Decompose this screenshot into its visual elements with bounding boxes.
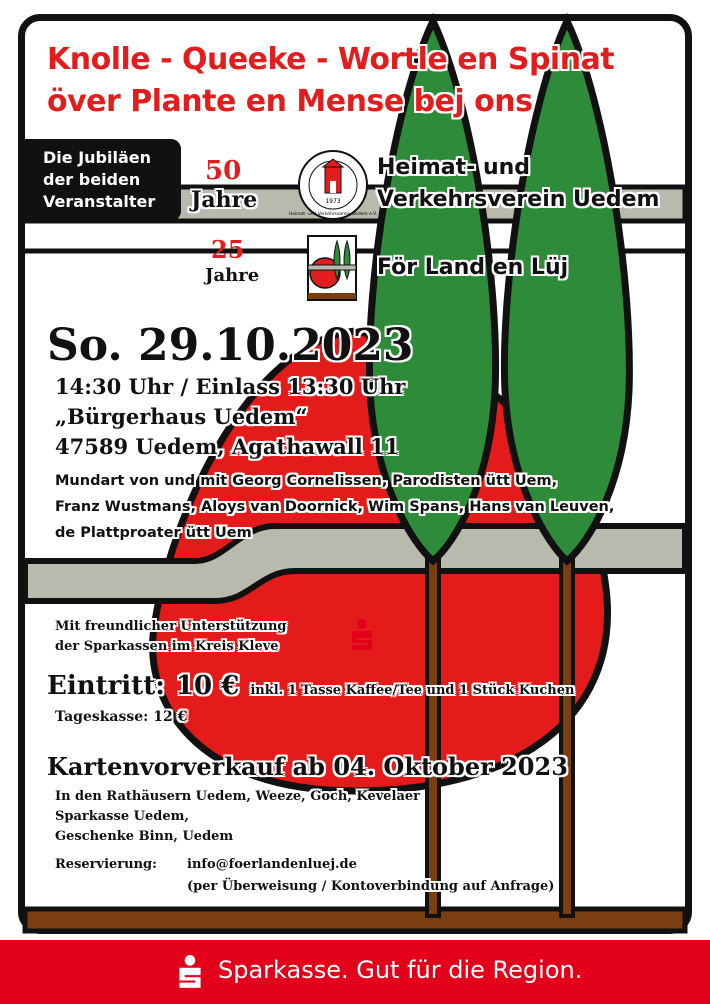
admission-label: Eintritt: xyxy=(47,671,165,701)
admission-row xyxy=(47,671,574,701)
org-foer-land-en-luej: För Land en Lüj xyxy=(377,255,569,280)
reservation-email[interactable]: info@foerlandenluej.de xyxy=(187,857,357,872)
performers-line: Franz Wustmans, Aloys van Doornick, Wim Spans, Hans van Leuven, xyxy=(55,499,615,515)
jubilee-line: Veranstalter xyxy=(43,192,156,211)
headline-line-2: över Plante en Mense bej ons xyxy=(47,84,533,119)
svg-text:Heimat- und Verkehrsverein Ued: Heimat- und Verkehrsverein Uedem e.V. xyxy=(289,212,377,217)
sponsor-note xyxy=(55,617,287,657)
event-date: So. 29.10.2023 xyxy=(47,320,414,371)
headline-line-1: Knolle - Queeke - Wortle en Spinat xyxy=(47,42,615,77)
presale-heading: Kartenvorverkauf ab 04. Oktober 2023 xyxy=(47,752,568,781)
hvv-uedem-logo-icon xyxy=(289,149,377,221)
svg-text:1973: 1973 xyxy=(325,198,341,205)
presale-locations xyxy=(55,787,420,847)
org-hvv-line-1: Heimat- und xyxy=(377,155,531,180)
jubilee-50-number: 50 xyxy=(205,156,242,186)
jubilee-line: der beiden xyxy=(43,170,141,189)
foer-land-en-luej-logo-icon xyxy=(307,235,357,301)
tree-trunk-right xyxy=(561,556,573,916)
event-venue: „Bürgerhaus Uedem“ xyxy=(55,404,308,429)
sponsor-line: der Sparkassen im Kreis Kleve xyxy=(55,639,279,654)
reservation-note: (per Überweisung / Kontoverbindung auf Anfrage) xyxy=(187,879,555,894)
performers-line: Mundart von und mit Georg Cornelissen, Parodisten ütt Uem, xyxy=(55,473,558,489)
ground-strip xyxy=(25,909,685,931)
event-address: 47589 Uedem, Agathawall 11 xyxy=(55,434,400,459)
box-office-price: Tageskasse: 12 € xyxy=(55,709,188,725)
footer-slogan: Sparkasse. Gut für die Region. xyxy=(218,956,583,984)
performers-list xyxy=(55,468,614,546)
poster-frame xyxy=(18,14,692,934)
jubilee-25-unit: Jahre xyxy=(205,265,260,286)
tree-trunk-left xyxy=(427,556,439,916)
admission-includes: inkl. 1 Tasse Kaffee/Tee und 1 Stück Kuchen xyxy=(250,683,575,698)
event-time: 14:30 Uhr / Einlass 13:30 Uhr xyxy=(55,374,406,399)
sparkasse-s-icon xyxy=(349,618,375,652)
sparkasse-s-icon xyxy=(176,954,204,990)
jubilee-line: Die Jubiläen xyxy=(43,148,151,167)
presale-line: In den Rathäusern Uedem, Weeze, Goch, Kevelaer xyxy=(55,789,421,804)
jubilee-label-box xyxy=(25,139,181,221)
admission-price: 10 € xyxy=(175,671,240,701)
presale-line: Sparkasse Uedem, xyxy=(55,809,189,824)
performers-line: de Plattproater ütt Uem xyxy=(55,525,252,541)
jubilee-25-number: 25 xyxy=(211,235,245,264)
sponsor-line: Mit freundlicher Unterstützung xyxy=(55,619,287,634)
jubilee-50-unit: Jahre xyxy=(191,187,258,213)
org-hvv-line-2: Verkehrsverein Uedem xyxy=(377,187,660,212)
sparkasse-footer xyxy=(0,940,710,1004)
reservation-label: Reservierung: xyxy=(55,857,157,872)
presale-line: Geschenke Binn, Uedem xyxy=(55,829,234,844)
